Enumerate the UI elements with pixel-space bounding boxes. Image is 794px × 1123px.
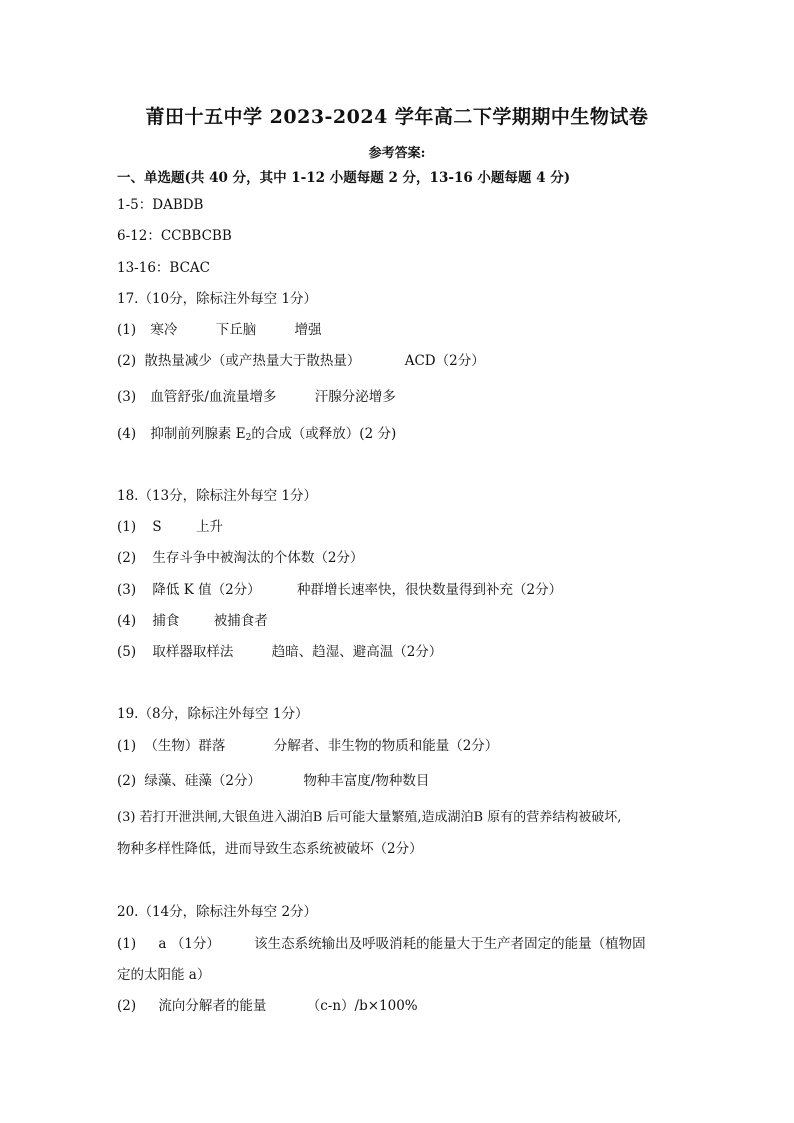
answer-text: 寒冷 — [150, 322, 178, 338]
q20-line-2 — [117, 994, 418, 1014]
q20-header: 20.（14分，除标注外每空 2分） — [117, 904, 318, 920]
q18-line-5 — [117, 640, 442, 660]
q19-line-2 — [117, 769, 429, 789]
page-title: 莆田十五中学 2023-2024 学年高二下学期期中生物试卷 — [145, 106, 649, 128]
answer-text: 物种丰富度/物种数目 — [303, 773, 430, 789]
answer-text: 捕食 — [152, 613, 180, 629]
page-subtitle: 参考答案: — [368, 146, 426, 161]
item-number: (3) — [117, 582, 137, 598]
answer-text: 种群增长速率快，很快数量得到补充（2分） — [296, 582, 563, 598]
answer-line-2: 6-12：CCBBCBB — [117, 228, 232, 244]
q18-line-2 — [117, 546, 364, 566]
item-number: (1) — [117, 738, 137, 754]
answer-text: 的合成（或释放）(2 分) — [251, 426, 397, 442]
q17-line-1 — [117, 318, 322, 338]
q19-line-3-cont: 物种多样性降低，进而导致生态系统被破坏（2分） — [117, 841, 423, 857]
answer-text: 降低 K 值（2分） — [152, 582, 261, 598]
answer-text: 散热量减少（或产热量大于散热量） — [144, 353, 361, 369]
answer-text: 增强 — [294, 322, 322, 338]
answer-text: 该生态系统输出及呼吸消耗的能量大于生产者固定的能量（植物固 — [254, 936, 646, 952]
q17-line-2 — [117, 349, 485, 369]
item-number: (1) — [117, 936, 137, 952]
answer-text: 趋暗、趋湿、避高温（2分） — [271, 644, 443, 660]
answer-line-1: 1-5：DABDB — [117, 197, 204, 213]
answer-text: 流向分解者的能量 — [158, 998, 267, 1014]
q20-line-1 — [117, 932, 646, 952]
answer-text: 汗腺分泌增多 — [314, 389, 396, 405]
subscript: 2 — [245, 433, 252, 443]
item-number: (4) — [117, 613, 137, 629]
q18-line-1 — [117, 515, 223, 535]
item-number: (2) — [117, 998, 137, 1014]
item-number: (2) — [117, 353, 137, 369]
q19-line-1 — [117, 734, 498, 754]
answer-text: S — [152, 519, 162, 535]
answer-text: 取样器取样法 — [152, 644, 234, 660]
q17-line-4 — [117, 422, 396, 443]
q20-line-1-cont: 定的太阳能 a） — [117, 967, 211, 983]
q19-header: 19.（8分，除标注外每空 1分） — [117, 706, 309, 722]
answer-text: 抑制前列腺素 E — [150, 426, 246, 442]
answer-text: 被捕食者 — [213, 613, 268, 629]
answer-text: （c-n）/b×100% — [306, 998, 418, 1014]
item-number: (3) — [117, 389, 137, 405]
answer-text: 分解者、非生物的物质和能量（2分） — [273, 738, 499, 754]
q17-header: 17.（10分，除标注外每空 1分） — [117, 291, 318, 307]
answer-text: 上升 — [195, 519, 223, 535]
answer-text: a （1分） — [158, 936, 220, 952]
answer-line-3: 13-16：BCAC — [117, 260, 210, 276]
q18-line-3 — [117, 578, 562, 598]
answer-text: 若打开泄洪闸,大银鱼进入湖泊B 后可能大量繁殖,造成湖泊B 原有的营养结构被破坏, — [139, 810, 622, 825]
q19-line-3 — [117, 806, 621, 825]
item-number: (1) — [117, 322, 137, 338]
item-number: (2) — [117, 550, 137, 566]
answer-text: 血管舒张/血流量增多 — [150, 389, 277, 405]
q18-header: 18.（13分，除标注外每空 1分） — [117, 488, 318, 504]
answer-text: 下丘脑 — [215, 322, 257, 338]
item-number: (2) — [117, 773, 137, 789]
item-number: (4) — [117, 426, 137, 442]
item-number: (1) — [117, 519, 137, 535]
answer-text: （生物）群落 — [144, 738, 226, 754]
item-number: (5) — [117, 644, 137, 660]
answer-text: ACD（2分） — [404, 353, 485, 369]
q17-line-3 — [117, 385, 396, 405]
answer-text: 绿藻、硅藻（2分） — [144, 773, 262, 789]
q18-line-4 — [117, 609, 268, 629]
answer-text: 生存斗争中被淘汰的个体数（2分） — [152, 550, 364, 566]
item-number: (3) — [117, 810, 136, 825]
section1-heading: 一、单选题(共 40 分，其中 1-12 小题每题 2 分，13-16 小题每题 4 分) — [117, 170, 571, 186]
